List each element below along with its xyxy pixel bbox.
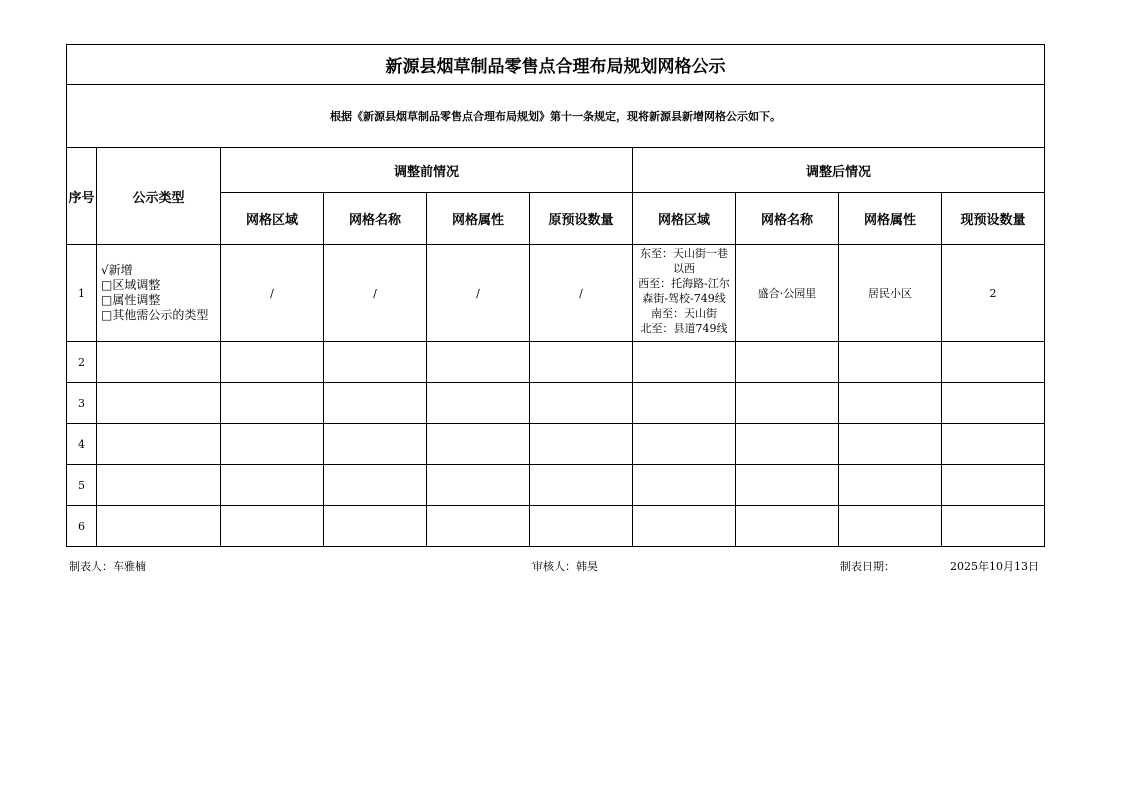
type-option-attr[interactable]: □属性调整 <box>101 293 161 307</box>
empty-cell <box>633 424 736 465</box>
row-seq: 6 <box>67 506 97 547</box>
area-south: 南至：天山街 <box>651 307 717 320</box>
header-seq: 序号 <box>67 148 97 245</box>
empty-cell <box>942 465 1045 506</box>
footer-maker: 制表人：车雅楠 <box>69 560 146 573</box>
empty-cell <box>221 383 324 424</box>
before-area: / <box>221 245 324 342</box>
empty-cell <box>942 383 1045 424</box>
empty-cell <box>427 383 530 424</box>
empty-cell <box>97 383 221 424</box>
empty-cell <box>736 383 839 424</box>
header-before-attr: 网格属性 <box>427 193 530 245</box>
empty-cell <box>633 506 736 547</box>
area-north: 北至：县道749线 <box>640 322 728 335</box>
empty-cell <box>221 342 324 383</box>
footer-date-label: 制表日期： <box>840 560 895 573</box>
empty-cell <box>427 424 530 465</box>
header-after-count: 现预设数量 <box>942 193 1045 245</box>
empty-cell <box>633 465 736 506</box>
empty-cell <box>736 424 839 465</box>
empty-cell <box>942 424 1045 465</box>
empty-cell <box>221 424 324 465</box>
header-after-area: 网格区域 <box>633 193 736 245</box>
type-option-area[interactable]: □区域调整 <box>101 278 161 292</box>
type-checklist <box>97 245 221 342</box>
row-seq: 2 <box>67 342 97 383</box>
empty-cell <box>97 342 221 383</box>
empty-cell <box>324 506 427 547</box>
table-row <box>67 424 1045 465</box>
empty-cell <box>97 465 221 506</box>
header-after-attr: 网格属性 <box>839 193 942 245</box>
grid-table <box>66 44 1045 547</box>
empty-cell <box>530 506 633 547</box>
empty-cell <box>736 342 839 383</box>
before-count: / <box>530 245 633 342</box>
empty-cell <box>839 465 942 506</box>
empty-cell <box>324 424 427 465</box>
empty-cell <box>221 506 324 547</box>
empty-cell <box>427 506 530 547</box>
type-option-new[interactable]: √新增 <box>101 263 133 277</box>
header-before-count: 原预设数量 <box>530 193 633 245</box>
header-type: 公示类型 <box>97 148 221 245</box>
empty-cell <box>633 342 736 383</box>
table-row <box>67 383 1045 424</box>
page-title: 新源县烟草制品零售点合理布局规划网格公示 <box>67 45 1045 85</box>
table-row <box>67 342 1045 383</box>
empty-cell <box>221 465 324 506</box>
empty-cell <box>530 424 633 465</box>
announcement-sheet <box>66 44 1044 547</box>
table-row <box>67 506 1045 547</box>
row-seq: 3 <box>67 383 97 424</box>
empty-cell <box>530 342 633 383</box>
row-seq: 4 <box>67 424 97 465</box>
table-row <box>67 245 1045 342</box>
row-seq: 5 <box>67 465 97 506</box>
empty-cell <box>97 506 221 547</box>
empty-cell <box>324 465 427 506</box>
table-row <box>67 465 1045 506</box>
empty-cell <box>839 506 942 547</box>
empty-cell <box>942 506 1045 547</box>
empty-cell <box>736 506 839 547</box>
header-after: 调整后情况 <box>633 148 1045 193</box>
type-option-other[interactable]: □其他需公示的类型 <box>101 308 209 322</box>
header-after-name: 网格名称 <box>736 193 839 245</box>
row-seq: 1 <box>67 245 97 342</box>
empty-cell <box>736 465 839 506</box>
area-west: 西至：托海路-江尔森街-驾校-749线 <box>638 277 730 305</box>
after-attr: 居民小区 <box>839 245 942 342</box>
empty-cell <box>839 342 942 383</box>
footer-reviewer: 审核人：韩昊 <box>532 560 598 573</box>
empty-cell <box>530 383 633 424</box>
empty-cell <box>324 383 427 424</box>
area-east: 东至：天山街一巷以西 <box>640 247 728 275</box>
intro-text: 根据《新源县烟草制品零售点合理布局规划》第十一条规定，现将新源县新增网格公示如下。 <box>67 85 1045 148</box>
header-before-area: 网格区域 <box>221 193 324 245</box>
after-name: 盛合·公园里 <box>736 245 839 342</box>
empty-cell <box>839 424 942 465</box>
after-area <box>633 245 736 342</box>
empty-cell <box>97 424 221 465</box>
empty-cell <box>427 342 530 383</box>
empty-cell <box>942 342 1045 383</box>
empty-cell <box>530 465 633 506</box>
empty-cell <box>324 342 427 383</box>
footer-date: 2025年10月13日 <box>950 560 1039 573</box>
after-count: 2 <box>942 245 1045 342</box>
header-before-name: 网格名称 <box>324 193 427 245</box>
header-before: 调整前情况 <box>221 148 633 193</box>
empty-cell <box>427 465 530 506</box>
empty-cell <box>633 383 736 424</box>
empty-cell <box>839 383 942 424</box>
before-attr: / <box>427 245 530 342</box>
before-name: / <box>324 245 427 342</box>
